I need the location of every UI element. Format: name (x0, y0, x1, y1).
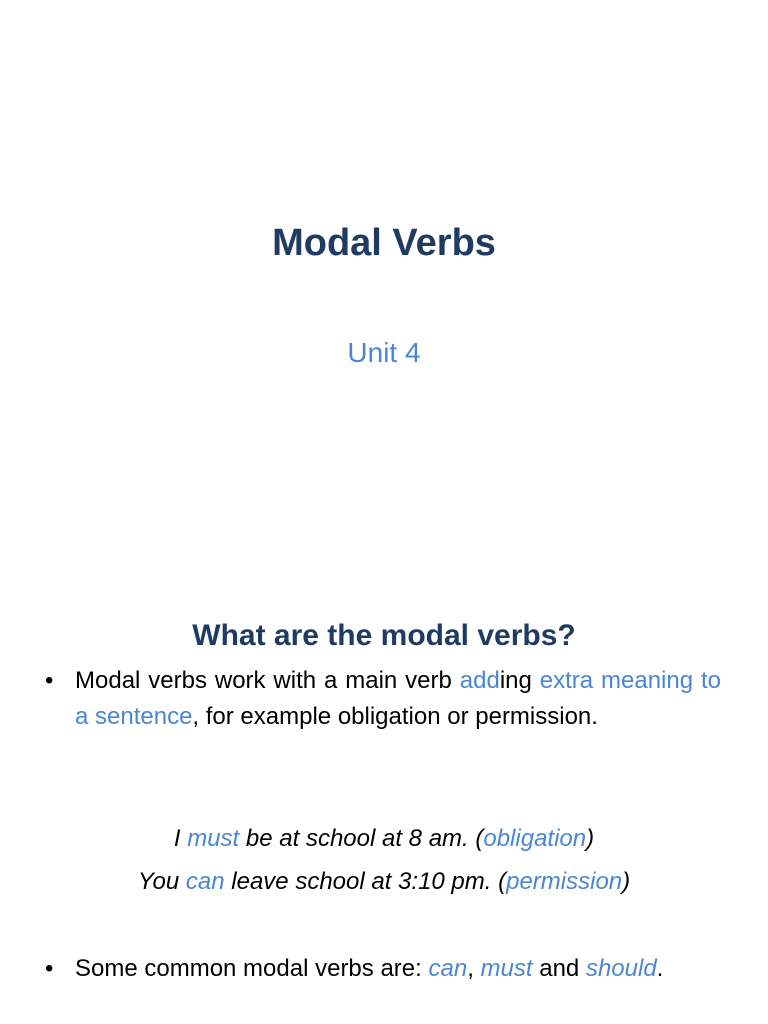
example-2-text-b: leave school at 3:10 pm. ( (224, 868, 507, 895)
example-2-text-a: You (137, 868, 186, 895)
slide-subtitle: Unit 4 (347, 337, 421, 368)
example-sentence-2 (0, 864, 768, 900)
bullet-dot: • (45, 955, 54, 982)
example-1-modal: must (187, 825, 240, 852)
bullet-item-2 (45, 951, 721, 987)
bullet-2-modal-must: must (480, 955, 533, 982)
example-2-text-c: ) (622, 868, 631, 895)
example-1-text-a: I (173, 825, 188, 852)
bullet-1-highlight-add: add (459, 667, 500, 694)
bullet-1-text-c: , for example obligation or permission. (192, 703, 598, 730)
example-1-text-c: ) (586, 825, 595, 852)
example-2-meaning: permission (506, 868, 623, 895)
bullet-2-text-a: Some common modal verbs are: (75, 955, 429, 982)
bullet-dot: • (45, 667, 54, 694)
example-1-text-b: be at school at 8 am. ( (239, 825, 484, 852)
bullet-1-text-b: ing (499, 667, 540, 694)
section-heading: What are the modal verbs? (192, 619, 576, 652)
bullet-1-highlight-meaning: extra meaning to a sentence (75, 667, 722, 730)
example-1-meaning: obligation (483, 825, 587, 852)
bullet-2-text-b: , (467, 955, 481, 982)
bullet-2-text-d: . (656, 955, 664, 982)
example-sentence-1 (0, 821, 768, 857)
bullet-2-modal-can: can (428, 955, 468, 982)
bullet-2-text-c: and (532, 955, 586, 982)
bullet-item-1 (45, 663, 722, 735)
bullet-1-text-a: Modal verbs work with a main verb (75, 667, 460, 694)
example-2-modal: can (185, 868, 225, 895)
slide-title: Modal Verbs (272, 222, 496, 264)
bullet-2-modal-should: should (585, 955, 657, 982)
